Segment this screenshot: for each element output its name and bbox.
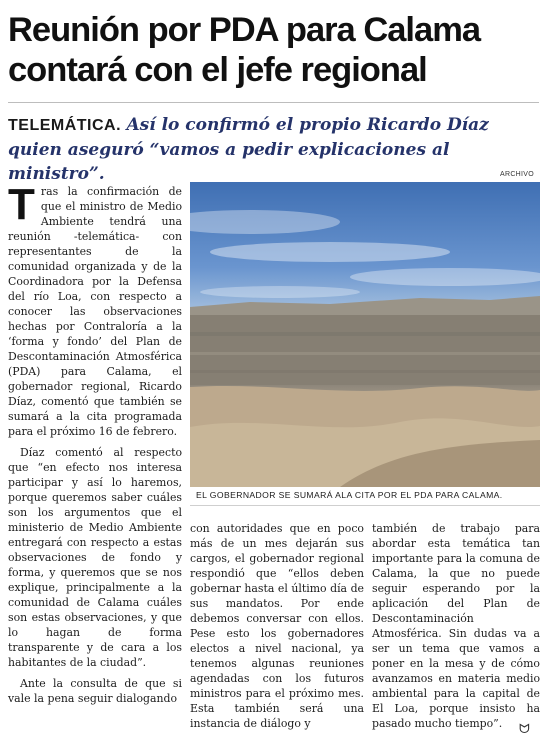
body-column-1	[8, 180, 182, 712]
headline: Reunión por PDA para Calama contará con el jefe regional	[8, 11, 481, 89]
paragraph: con autoridades que en poco más de un mes dejarán sus cargos, el gobernador regional respondió que “ellos deben gobernar hasta el último día de sus mandatos. Por ende debemos conversar con ellos. Pese esto los gobernadores electos a nivel nacional, ya tenemos algunas reuniones agendadas con los futuros ministros para el próximo mes. Esta también será una instancia de diálogo y	[190, 522, 364, 730]
paragraph	[8, 180, 182, 439]
drop-cap: T	[8, 180, 35, 229]
body-column-3	[372, 521, 540, 737]
caption-divider	[190, 505, 540, 506]
paragraph: también de trabajo para abordar esta temática tan importante para la comuna de Calama, la que no puede seguir esperando por la aplicación del Plan de Descontaminación Atmosférica. Sin dudas va a ser un tema que vamos a poner en la mesa y de cómo avanzamos en materia medio ambiental para la capital de El Loa, porque insisto ha pasado mucho tiempo”.	[372, 522, 540, 730]
deck-kicker: TELEMÁTICA.	[8, 117, 122, 134]
body-column-2	[190, 521, 364, 737]
deck	[8, 113, 539, 186]
deck-text: Así lo confirmó el propio Ricardo Díaz quien aseguró “vamos a pedir explicaciones al ministro”.	[8, 115, 489, 184]
photo-scene	[190, 182, 540, 487]
city-landscape-photo	[190, 182, 540, 487]
headline-divider	[8, 102, 539, 103]
photo-credit: ARCHIVO	[500, 171, 534, 178]
paragraph: Ante la consulta de que si vale la pena seguir dialogando	[8, 677, 182, 705]
end-mark-icon: ᗢ	[519, 722, 530, 737]
paragraph: Díaz comentó al respecto que “en efecto nos interesa participar y así lo haremos, porque queremos saber cuáles son los argumentos que el ministerio de Medio Ambiente entregará con respecto a estas observaciones de fondo y forma, y queremos que se nos explique, principalmente a la comunidad de Calama cuáles son estas observaciones, y que lo hagan de forma transparente y de cara a los habitantes de la ciudad”.	[8, 446, 182, 669]
paragraph-text: ras la confirmación de que el ministro de Medio Ambiente tendrá una reunión -telemática- con representantes de la comunidad organizada y de la Coordinadora por la Defensa del río Loa, con respecto a conocer las observaciones hechas por Contraloría a la ‘forma y fondo’ del Plan de Descontaminación Atmosférica (PDA) para Calama, el gobernador regional, Ricardo Díaz, comentó que también se sumará a la cita programada para el próximo 16 de febrero.	[8, 185, 182, 438]
photo-caption: EL GOBERNADOR SE SUMARÁ ALA CITA POR EL PDA PARA CALAMA.	[196, 490, 503, 500]
